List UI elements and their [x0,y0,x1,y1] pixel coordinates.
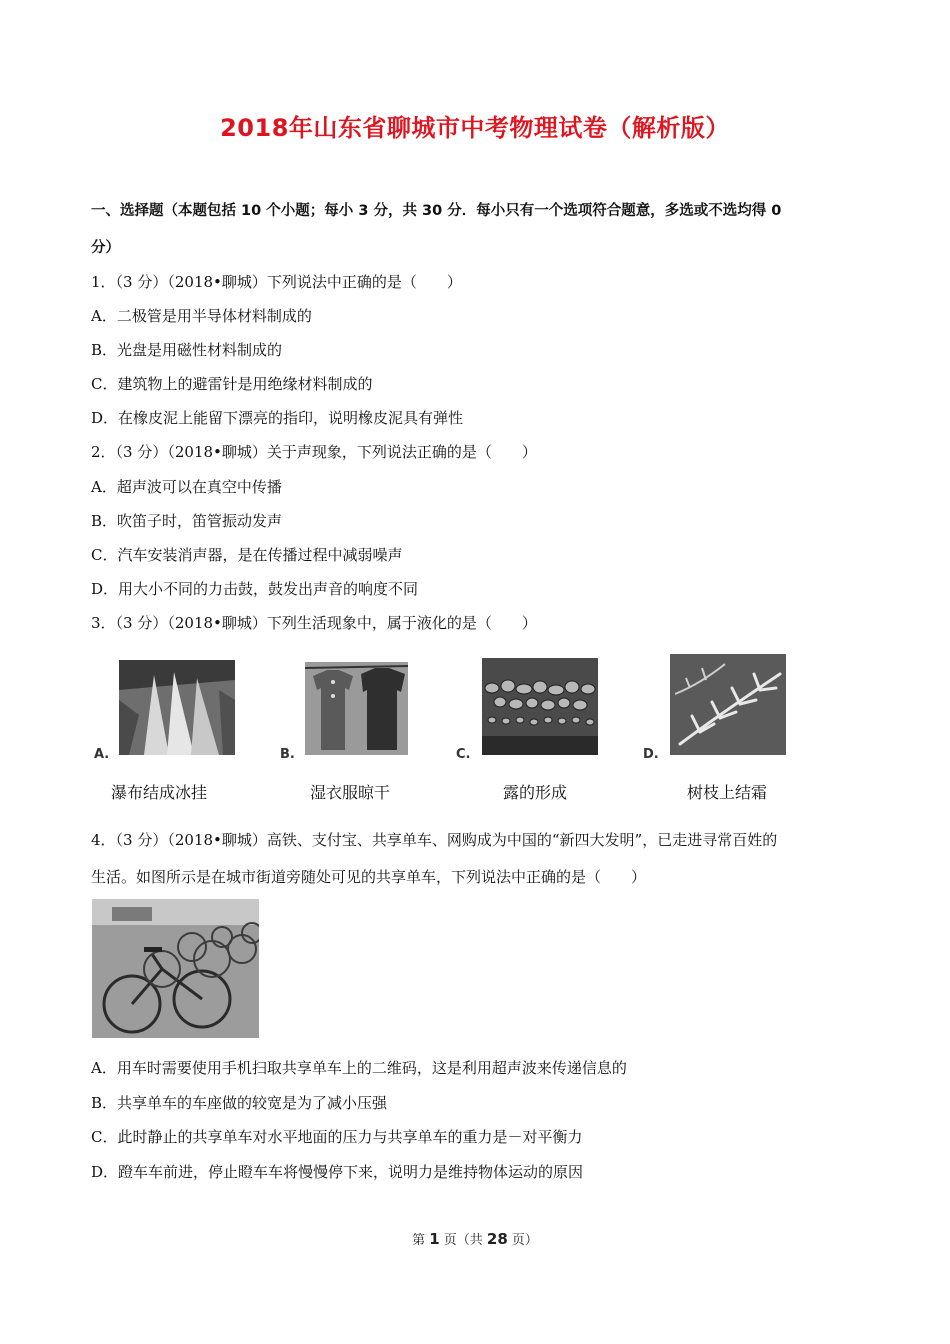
question-4-option-c: C．此时静止的共享单车对水平地面的压力与共享单车的重力是－对平衡力 [91,1128,583,1146]
question-2-option-a: A．超声波可以在真空中传播 [91,478,282,496]
page-footer [0,1229,950,1248]
question-4-option-b: B．共享单车的车座做的较宽是为了减小压强 [91,1094,388,1112]
caption-a: 瀑布结成冰挂 [111,783,208,802]
question-2-stem: 2．（3 分）（2018•聊城）关于声现象，下列说法正确的是（ ） [91,443,537,461]
question-1-option-c: C．建筑物上的避雷针是用绝缘材料制成的 [91,375,373,393]
footer-suffix: 页） [507,1233,538,1248]
option-letter-d: D. [643,747,659,762]
footer-total-pages: 28 [486,1230,508,1248]
question-4-option-d: D．蹬车车前进，停止瞪车车将慢慢停下来，说明力是维持物体运动的原因 [91,1163,584,1181]
section-heading: 一、选择题（本题包括 10 个小题；每小 3 分，共 30 分．每小只有一个选项符合题意，多选或不选均得 0 [91,203,782,219]
footer-middle: 页（共 [439,1233,487,1248]
page-title: 2018年山东省聊城市中考物理试卷（解析版） [220,114,730,142]
option-letter-b: B. [280,747,295,762]
question-3-figure [0,650,950,810]
photo-drying-clothes [305,662,408,755]
question-4-stem: 4．（3 分）（2018•聊城）高铁、支付宝、共享单车、网购成为中国的“新四大发明”，已走进寻常百姓的 [91,831,778,849]
photo-dew [482,658,598,755]
question-1-stem: 1．（3 分）（2018•聊城）下列说法中正确的是（ ） [91,273,462,291]
question-2-option-c: C．汽车安装消声器，是在传播过程中减弱噪声 [91,546,403,564]
caption-c: 露的形成 [503,783,568,802]
question-1-option-a: A．二极管是用半导体材料制成的 [91,307,312,325]
option-letter-c: C. [456,747,471,762]
footer-page-number: 1 [429,1230,440,1248]
option-letter-a: A. [94,747,110,762]
question-1-option-b: B．光盘是用磁性材料制成的 [91,341,283,359]
section-heading-cont: 分） [91,240,120,256]
question-2-option-b: B．吹笛子时，笛管振动发声 [91,512,283,530]
caption-d: 树枝上结霜 [687,783,768,802]
question-3-stem: 3．（3 分）（2018•聊城）下列生活现象中，属于液化的是（ ） [91,614,537,632]
photo-frozen-waterfall [119,660,235,755]
photo-frost-branch [670,654,786,755]
photo-shared-bikes [92,899,259,1038]
question-4-stem-cont: 生活。如图所示是在城市街道旁随处可见的共享单车，下列说法中正确的是（ ） [91,868,647,886]
question-4-option-a: A．用车时需要使用手机扫取共享单车上的二维码，这是利用超声波来传递信息的 [91,1059,627,1077]
footer-prefix: 第 [412,1233,430,1248]
caption-b: 湿衣服晾干 [310,783,391,802]
question-2-option-d: D．用大小不同的力击鼓，鼓发出声音的响度不同 [91,580,419,598]
question-1-option-d: D．在橡皮泥上能留下漂亮的指印，说明橡皮泥具有弹性 [91,409,464,427]
